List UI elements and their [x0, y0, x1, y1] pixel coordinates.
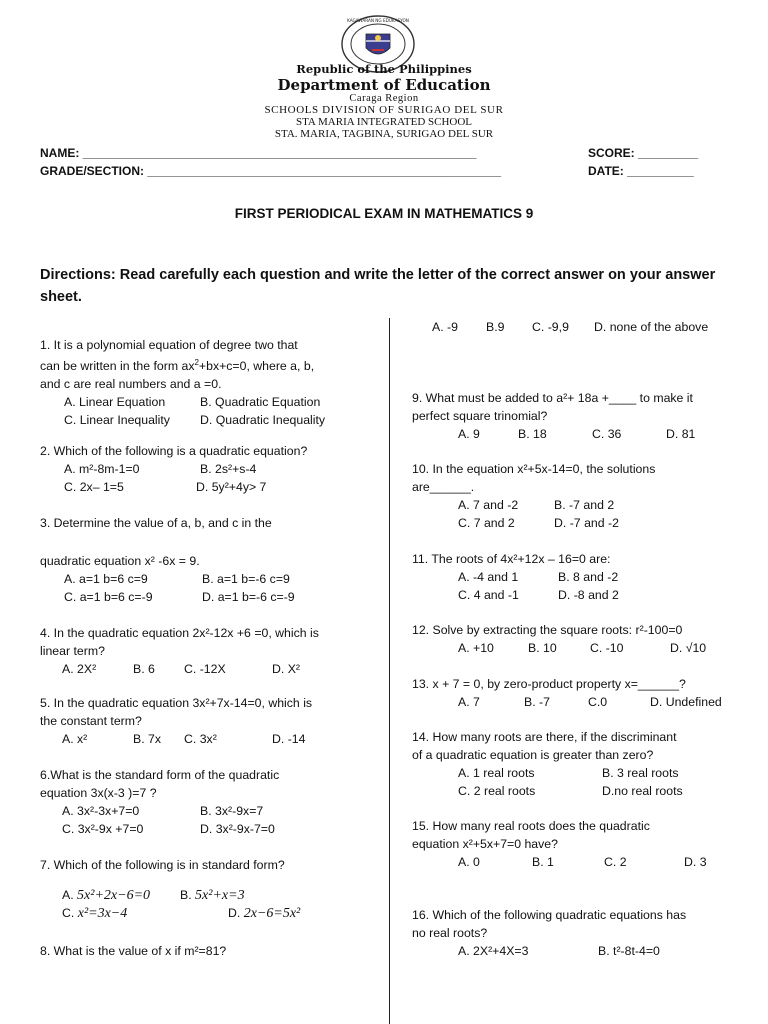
column-divider — [389, 318, 390, 1024]
question-1: 1. It is a polynomial equation of degree two that can be written in the form $ax^2+bx+c=0$, where a, b, and c are real numbers and a =0. A. Linear Equation B. Quadratic Equation C. Linear Inequality D. Quadratic Inequality — [40, 338, 326, 428]
question-7-option-a: A. 5x²+2x−6=0 — [62, 888, 151, 903]
question-4: 4. In the quadratic equation 2x²-12x +6 =0, which is linear term? A. 2X² B. 6 C. -12X D. X² — [40, 626, 319, 676]
address-line: STA. MARIA, TAGBINA, SURIGAO DEL SUR — [274, 128, 494, 140]
region-line: Caraga Region — [349, 93, 419, 104]
question-10: 10. In the equation x²+5x-14=0, the solutions are______. A. 7 and -2 B. -7 and 2 C. 7 and 2 D. -7 and -2 — [412, 462, 656, 530]
division-line: SCHOOLS DIVISION OF SURIGAO DEL SUR — [264, 104, 504, 116]
name-field[interactable]: NAME: ___________________________________________________________ — [40, 146, 477, 160]
question-7: 7. Which of the following is in standard form? — [40, 858, 285, 872]
question-15: 15. How many real roots does the quadratic equation x²+5x+7=0 have? A. 0 B. 1 C. 2 D. 3 — [412, 819, 707, 869]
question-3: 3. Determine the value of a, b, and c in the — [40, 516, 272, 530]
question-11: 11. The roots of 4x²+12x – 16=0 are: A. -4 and 1 B. 8 and -2 C. 4 and -1 D. -8 and 2 — [412, 552, 619, 602]
question-7-option-c: C. x²=3x−4 — [62, 906, 128, 921]
score-field[interactable]: SCORE: _________ — [588, 146, 699, 160]
question-3-options: quadratic equation x² -6x = 9. A. a=1 b=6 c=9 B. a=1 b=-6 c=9 C. a=1 b=6 c=-9 D. a=1 b=-6 c=-9 — [40, 554, 295, 604]
svg-text:KAGAWARAN NG EDUKASYON: KAGAWARAN NG EDUKASYON — [347, 18, 409, 23]
question-13: 13. x + 7 = 0, by zero-product property x=______? A. 7 B. -7 C.0 D. Undefined — [412, 677, 722, 709]
department-line: Department of Education — [277, 76, 491, 94]
question-6: 6.What is the standard form of the quadratic equation 3x(x-3 )=7 ? A. 3x²-3x+7=0 B. 3x²-9x=7 C. 3x²-9x +7=0 D. 3x²-9x-7=0 — [40, 768, 280, 836]
question-8-options: A. -9 B.9 C. -9,9 D. none of the above — [432, 320, 709, 334]
question-8: 8. What is the value of x if m²=81? — [40, 944, 227, 958]
question-7-option-b: B. 5x²+x=3 — [180, 888, 245, 903]
question-2: 2. Which of the following is a quadratic equation? A. m²-8m-1=0 B. 2s²+s-4 C. 2x– 1=5 D. 5y²+4y> 7 — [40, 444, 308, 494]
question-9: 9. What must be added to a²+ 18a +____ to make it perfect square trinomial? A. 9 B. 18 C. 36 D. 81 — [412, 391, 696, 441]
question-16: 16. Which of the following quadratic equations has no real roots? A. 2X²+4X=3 B. t²-8t-4=0 — [412, 908, 687, 958]
question-14: 14. How many roots are there, if the discriminant of a quadratic equation is greater than zero? A. 1 real roots B. 3 real roots C. 2 real roots D.no real roots — [412, 730, 683, 798]
school-line: STA MARIA INTEGRATED SCHOOL — [295, 116, 473, 128]
directions: Directions: Read carefully each question and write the letter of the correct answer on your answer sheet. — [40, 267, 716, 305]
exam-title: FIRST PERIODICAL EXAM IN MATHEMATICS 9 — [234, 206, 534, 221]
question-7-option-d: D. 2x−6=5x² — [228, 906, 301, 921]
date-field[interactable]: DATE: __________ — [588, 164, 694, 178]
question-12: 12. Solve by extracting the square roots: r²-100=0 A. +10 B. 10 C. -10 D. √10 — [412, 623, 707, 655]
question-5: 5. In the quadratic equation 3x²+7x-14=0, which is the constant term? A. x² B. 7x C. 3x² D. -14 — [40, 696, 313, 746]
grade-section-field[interactable]: GRADE/SECTION: _____________________________________________________ — [40, 164, 502, 178]
republic-line: Republic of the Philippines — [296, 62, 472, 76]
